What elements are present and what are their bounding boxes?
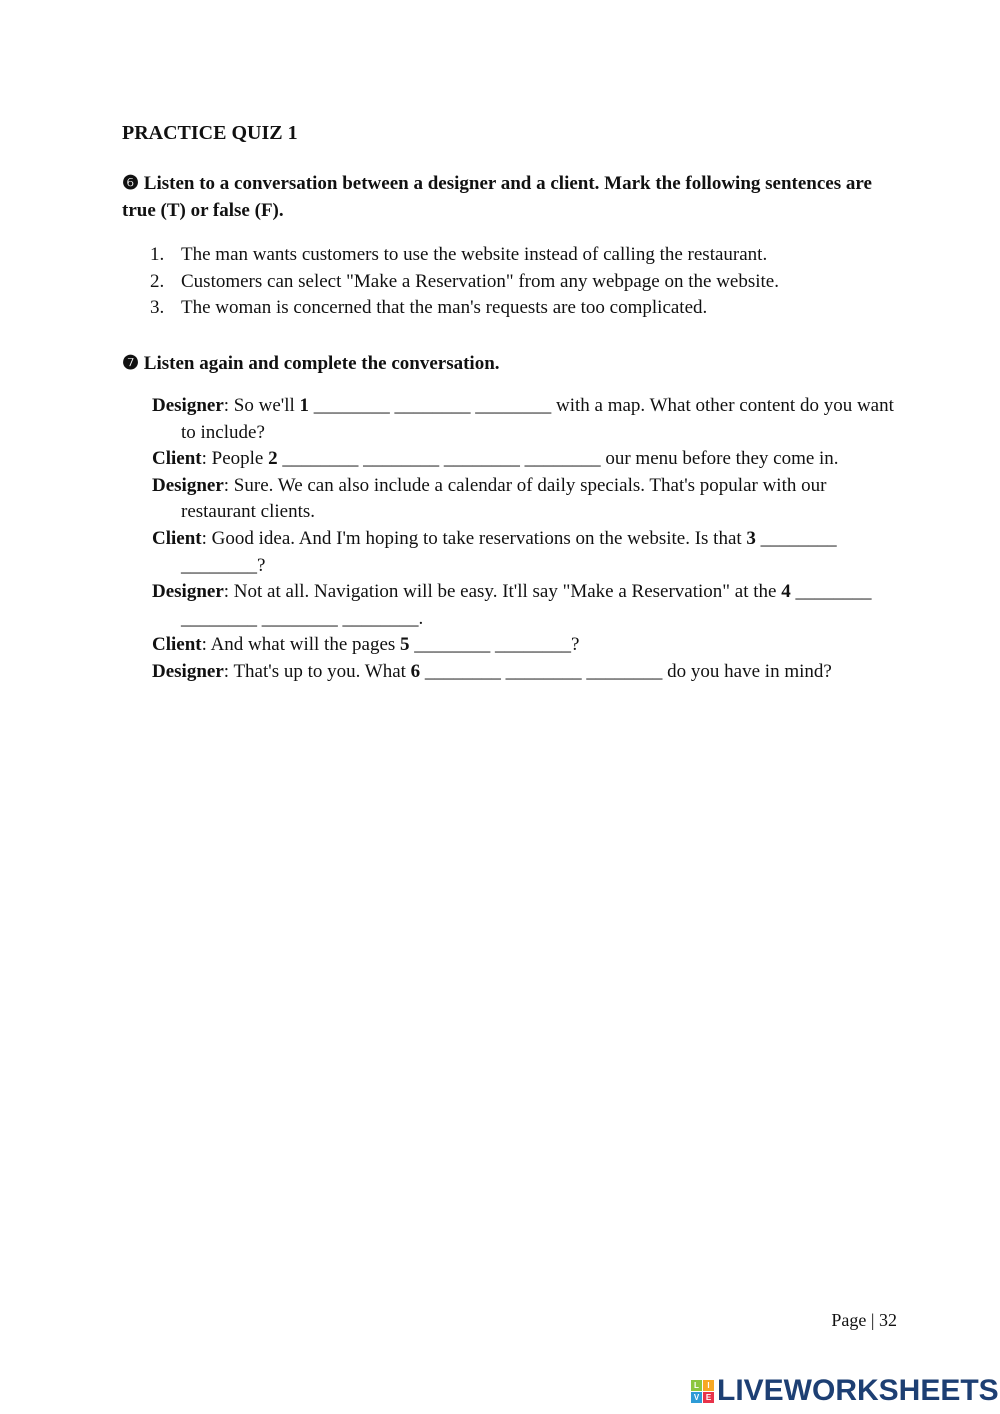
dialogue-line xyxy=(152,526,902,579)
page-title: PRACTICE QUIZ 1 xyxy=(122,122,298,144)
blank-text[interactable]: ________ ________? xyxy=(409,634,580,656)
blank-number: 4 xyxy=(781,581,791,603)
blank-text[interactable]: ________ ________ ________ with a map. What other content do you want to include? xyxy=(181,395,894,443)
true-false-list xyxy=(150,242,779,322)
item-text: Customers can select "Make a Reservation" from any webpage on the website. xyxy=(181,270,779,292)
instruction-text: Listen to a conversation between a designer and a client. Mark the following sentences are true (T) or false (F). xyxy=(122,173,872,221)
section2-instruction xyxy=(122,350,902,377)
blank-number: 5 xyxy=(400,634,410,656)
logo-tile: E xyxy=(703,1392,714,1403)
speaker: Designer xyxy=(152,395,224,416)
blank-text[interactable]: ________ ________ ________ ________. xyxy=(181,581,872,629)
blank-number: 3 xyxy=(746,527,756,549)
logo-tile: V xyxy=(691,1392,702,1403)
line-text: : That's up to you. What xyxy=(223,660,411,682)
logo-tiles-icon xyxy=(691,1380,714,1403)
circled-seven-icon: ❼ xyxy=(122,353,140,374)
item-text: The man wants customers to use the website instead of calling the restaurant. xyxy=(181,244,768,265)
item-number: 1. xyxy=(150,244,165,265)
list-item xyxy=(150,242,779,269)
logo-tile: L xyxy=(691,1380,702,1391)
dialogue-line xyxy=(152,473,902,526)
dialogue-line xyxy=(152,579,902,632)
line-text: : So we'll xyxy=(223,395,300,416)
item-number: 3. xyxy=(150,297,165,318)
speaker: Client xyxy=(152,448,202,470)
speaker: Designer xyxy=(152,660,224,682)
item-text: The woman is concerned that the man's requests are too complicated. xyxy=(181,297,708,318)
speaker: Designer xyxy=(152,474,224,496)
dialogue-line xyxy=(152,393,902,446)
liveworksheets-logo xyxy=(691,1374,999,1408)
speaker: Designer xyxy=(152,581,224,603)
line-text: : And what will the pages xyxy=(201,634,401,656)
item-number: 2. xyxy=(150,270,165,292)
speaker: Client xyxy=(152,527,202,549)
list-item xyxy=(150,295,779,322)
line-text: : People xyxy=(201,448,269,470)
blank-number: 2 xyxy=(268,448,278,470)
dialogue-line xyxy=(152,632,902,659)
blank-text[interactable]: ________ ________ ________ do you have in mind? xyxy=(420,660,832,682)
conversation xyxy=(152,393,902,686)
section1-instruction xyxy=(122,170,902,224)
page-number: Page | 32 xyxy=(831,1310,897,1330)
speaker: Client xyxy=(152,634,202,656)
blank-text[interactable]: ________ ________? xyxy=(181,527,837,576)
blank-number: 6 xyxy=(410,660,421,682)
line-text: : Sure. We can also include a calendar of daily specials. That's popular with our restaurant clients. xyxy=(181,474,827,523)
dialogue-line xyxy=(152,659,902,686)
logo-tile: I xyxy=(703,1380,714,1391)
list-item xyxy=(150,269,779,296)
instruction-text: Listen again and complete the conversation. xyxy=(143,353,500,374)
line-text: : Good idea. And I'm hoping to take reservations on the website. Is that xyxy=(201,527,747,549)
line-text: : Not at all. Navigation will be easy. It'll say "Make a Reservation" at the xyxy=(223,581,782,603)
blank-number: 1 xyxy=(299,395,309,416)
dialogue-line xyxy=(152,446,902,473)
circled-six-icon: ❻ xyxy=(122,173,140,194)
logo-text: LIVEWORKSHEETS xyxy=(717,1374,999,1407)
blank-text[interactable]: ________ ________ ________ ________ our menu before they come in. xyxy=(277,448,839,470)
